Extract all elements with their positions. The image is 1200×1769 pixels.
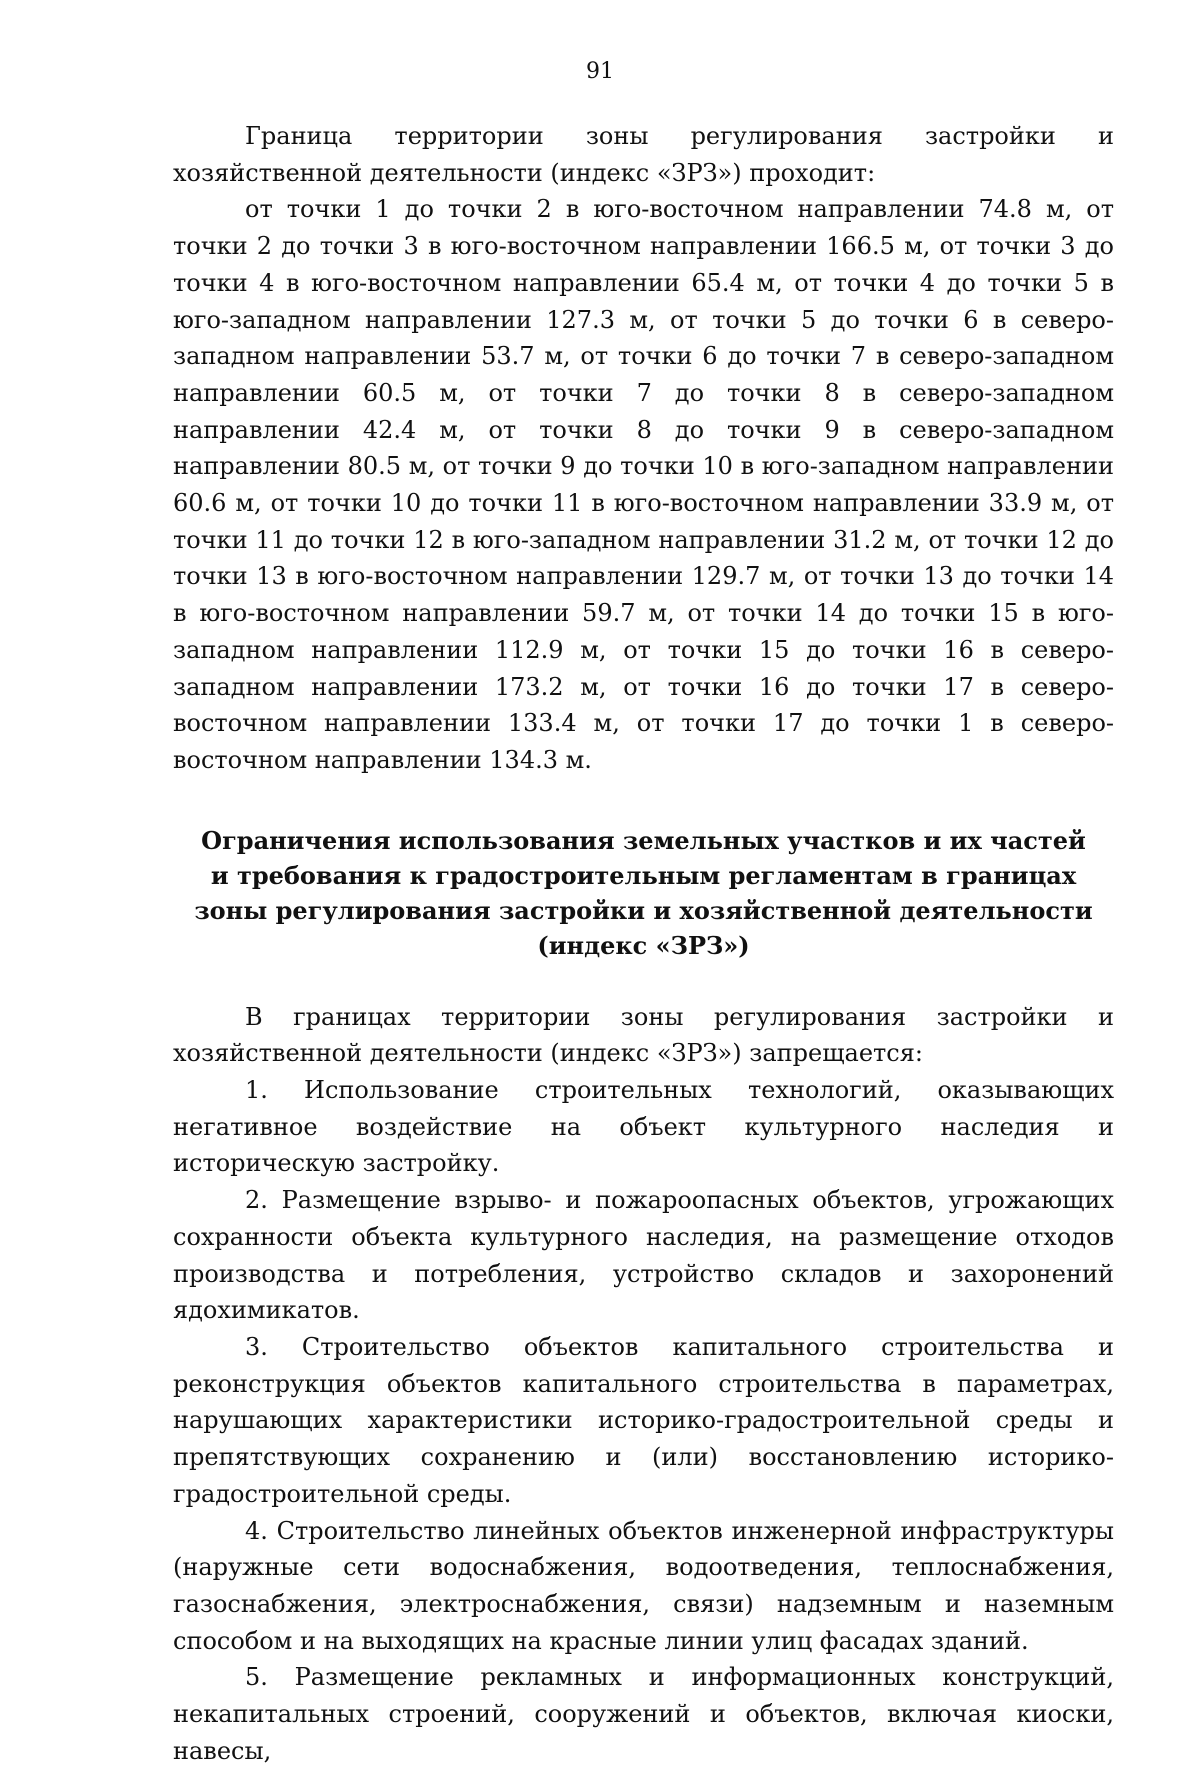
section-heading-line: Ограничения использования земельных участков и их частей [201, 825, 1086, 855]
page-number: 91 [586, 59, 614, 84]
page-content [173, 118, 1114, 1769]
restriction-item-3: 3. Строительство объектов капитального строительства и реконструкция объектов капитального строительства в параметрах, нарушающих характеристики историко-градостроительной среды и препятствующих сохранению и (или) восстановлению историко-градостроительной среды. [173, 1332, 1114, 1508]
spacer [173, 963, 1114, 999]
section-heading-line: (индекс «ЗРЗ») [537, 930, 750, 960]
restrictions-intro-paragraph: В границах территории зоны регулирования застройки и хозяйственной деятельности (индекс «ЗРЗ») запрещается: [173, 1002, 1114, 1068]
border-intro-paragraph: Граница территории зоны регулирования застройки и хозяйственной деятельности (индекс «ЗРЗ») проходит: [173, 122, 1114, 187]
restriction-item-1: 1. Использование строительных технологий, оказывающих негативное воздействие на объект культурного наследия и историческую застройку. [173, 1076, 1114, 1178]
border-description-paragraph: от точки 1 до точки 2 в юго-восточном направлении 74.8 м, от точки 2 до точки 3 в юго-восточном направлении 166.5 м, от точки 3 до точки 4 в юго-восточном направлении 65.4 м, от точки 4 до точки 5 в юго-западном направлении 127.3 м, от точки 5 до точки 6 в северо-западном направлении 53.7 м, от точки 6 до точки 7 в северо-западном направлении 60.5 м, от точки 7 до точки 8 в северо-западном направлении 42.4 м, от точки 8 до точки 9 в северо-западном направлении 80.5 м, от точки 9 до точки 10 в юго-западном направлении 60.6 м, от точки 10 до точки 11 в юго-восточном направлении 33.9 м, от точки 11 до точки 12 в юго-западном направлении 31.2 м, от точки 12 до точки 13 в юго-восточном направлении 129.7 м, от точки 13 до точки 14 в юго-восточном направлении 59.7 м, от точки 14 до точки 15 в юго-западном направлении 112.9 м, от точки 15 до точки 16 в северо-западном направлении 173.2 м, от точки 16 до точки 17 в северо-восточном направлении 133.4 м, от точки 17 до точки 1 в северо-восточном направлении 134.3 м. [173, 195, 1114, 774]
section-heading [173, 823, 1114, 963]
restriction-item-2: 2. Размещение взрыво- и пожароопасных объектов, угрожающих сохранности объекта культурного наследия, на размещение отходов производства и потребления, устройство складов и захоронений ядохимикатов. [173, 1186, 1114, 1325]
section-heading-line: зоны регулирования застройки и хозяйственной деятельности [194, 895, 1093, 925]
restriction-item-4: 4. Строительство линейных объектов инженерной инфраструктуры (наружные сети водоснабжения, водоотведения, теплоснабжения, газоснабжения, электроснабжения, связи) надземным и наземным способом и на выходящих на красные линии улиц фасадах зданий. [173, 1516, 1114, 1655]
restriction-item-5: 5. Размещение рекламных и информационных конструкций, некапитальных строений, сооружений и объектов, включая киоски, навесы, [173, 1663, 1114, 1765]
section-heading-line: и требования к градостроительным регламентам в границах [210, 860, 1077, 890]
